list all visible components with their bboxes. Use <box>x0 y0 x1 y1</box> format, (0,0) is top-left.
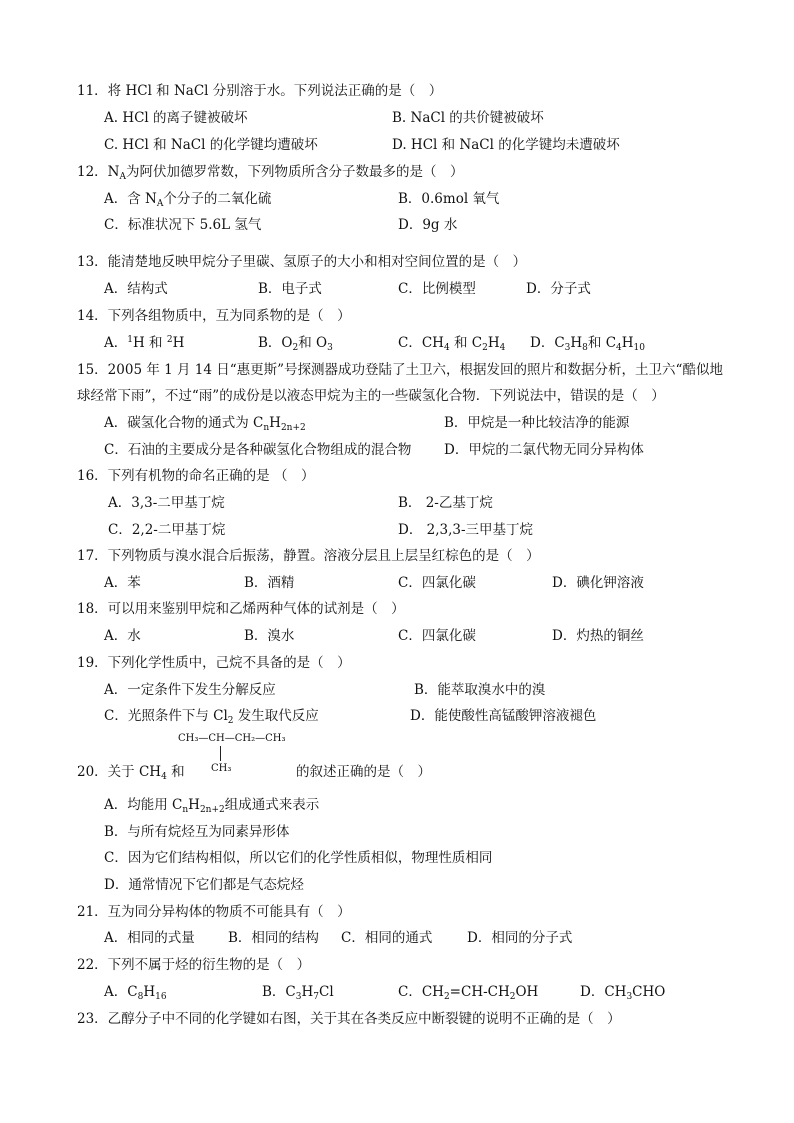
q12-option-d: D．9g 水 <box>398 217 458 233</box>
q17-option-c: C．四氯化碳 <box>398 575 476 591</box>
question-15-stem-line1: 15．2005 年 1 月 14 日“惠更斯”号探测器成功登陆了土卫六，根据发回的照片和数据分析，土卫六“酷似地 <box>77 362 723 378</box>
q14-option-d <box>530 334 645 352</box>
q16-option-a: A．3,3-二甲基丁烷 <box>108 495 225 511</box>
q15-option-a <box>104 414 306 432</box>
question-21-stem: 21．互为同分异构体的物质不可能具有（ ） <box>77 904 351 920</box>
q20-option-c: C．因为它们结构相似，所以它们的化学性质相似，物理性质相同 <box>104 850 493 866</box>
q22-option-d <box>580 983 665 1001</box>
q14-c-mid: 和 C <box>449 335 483 351</box>
q22-b-sub2: 7 <box>313 992 319 1002</box>
q14-d-sub1: 3 <box>564 343 571 353</box>
q22-a-sub1: 8 <box>137 992 144 1002</box>
q21-option-c: C．相同的通式 <box>341 930 433 946</box>
q22-b-pre: B．C <box>262 984 296 1000</box>
q14-b-sub2: 3 <box>327 343 333 353</box>
q22-c-mid: =CH-CH <box>449 984 510 1000</box>
q20-option-a <box>104 796 319 814</box>
q17-option-d: D．碘化钾溶液 <box>552 575 644 591</box>
q14-c-mid2: H <box>487 335 500 351</box>
q19-c-post: 发生取代反应 <box>233 708 319 724</box>
question-22-stem: 22．下列不属于烃的衍生物的是（ ） <box>77 957 311 973</box>
q19-c-pre: C．光照条件下与 Cl <box>104 708 228 724</box>
q15-option-d: D．甲烷的二氯代物无同分异构体 <box>444 442 644 458</box>
q18-option-d: D．灼热的铜丝 <box>552 628 644 644</box>
structural-formula-main-chain: CH₃—CH—CH₂—CH₃ <box>178 733 286 744</box>
q14-c-sub3: 4 <box>499 343 506 353</box>
q22-c-post: OH <box>515 984 539 1000</box>
q14-c-sub1: 4 <box>443 343 450 353</box>
q14-a-label: A． <box>104 335 128 351</box>
q20-option-d: D．通常情况下它们都是气态烷烃 <box>104 877 304 893</box>
q14-a-h1: H 和 <box>132 335 167 351</box>
q20-stem-pre: 20．关于 CH <box>77 764 162 780</box>
q12-option-c: C．标准状况下 5.6L 氢气 <box>104 217 262 233</box>
q11-option-c: C. HCl 和 NaCl 的化学键均遭破坏 <box>104 137 318 153</box>
q18-option-b: B．溴水 <box>244 628 295 644</box>
structural-formula-branch: CH₃ <box>211 763 232 774</box>
question-15-stem-line2: 球经常下雨”，不过“雨”的成份是以液态甲烷为主的一些碳氢化合物．下列说法中，错误的是（ ） <box>77 388 665 404</box>
q14-d-sub4: 10 <box>633 343 645 353</box>
q14-option-b <box>258 334 333 352</box>
q14-a-h2: H <box>172 335 185 351</box>
q18-option-c: C．四氯化碳 <box>398 628 476 644</box>
q19-option-b: B．能萃取溴水中的溴 <box>414 682 546 698</box>
q16-option-c: C．2,2-二甲基丁烷 <box>108 522 226 538</box>
q13-option-a: A．结构式 <box>104 281 168 297</box>
q22-c-sub1: 2 <box>443 992 450 1002</box>
structural-formula-bond <box>220 746 221 761</box>
question-14-stem: 14．下列各组物质中，互为同系物的是（ ） <box>77 308 351 324</box>
q20-option-b: B．与所有烷烃互为同素异形体 <box>104 824 290 840</box>
q14-d-sub2: 8 <box>582 343 588 353</box>
q21-option-a: A．相同的式量 <box>104 930 195 946</box>
question-19-stem: 19．下列化学性质中，己烷不具备的是（ ） <box>77 655 351 671</box>
q14-option-c <box>398 334 505 352</box>
q20-a-pre: A．均能用 C <box>104 797 183 813</box>
q20-a-sub1: n <box>182 805 189 815</box>
q20-a-mid: H <box>188 797 200 813</box>
q22-a-pre: A．C <box>104 984 138 1000</box>
q14-d-mid2: 和 C <box>587 335 617 351</box>
q19-option-a: A．一定条件下发生分解反应 <box>104 682 276 698</box>
q22-c-pre: C．CH <box>398 984 444 1000</box>
q17-option-b: B．酒精 <box>244 575 295 591</box>
q18-option-a: A．水 <box>104 628 141 644</box>
q15-a-sub1: n <box>263 423 270 433</box>
q17-option-a: A．苯 <box>104 575 141 591</box>
q22-c-sub2: 2 <box>509 992 516 1002</box>
q14-d-mid: H <box>570 335 583 351</box>
q22-d-pre: D．CH <box>580 984 627 1000</box>
q14-b-pre: B．O <box>258 335 293 351</box>
structural-formula <box>178 733 308 777</box>
q21-option-b: B．相同的结构 <box>228 930 319 946</box>
q14-c-sub2: 2 <box>482 343 488 353</box>
q12-a-post: 个分子的二氧化硫 <box>163 191 272 207</box>
q22-option-c <box>398 983 538 1001</box>
q12-a-sub: A <box>156 199 164 209</box>
question-18-stem: 18．可以用来鉴别甲烷和乙烯两种气体的试剂是（ ） <box>77 601 405 617</box>
q19-option-c <box>104 707 319 725</box>
q22-b-sub1: 3 <box>295 992 302 1002</box>
q12-option-a <box>104 190 271 208</box>
q15-a-sub2: 2n+2 <box>280 423 306 433</box>
q16-option-d: D． 2,3,3-三甲基丁烷 <box>398 522 534 538</box>
q20-a-sub2: 2n+2 <box>199 805 225 815</box>
q16-option-b: B． 2-乙基丁烷 <box>398 495 493 511</box>
q15-a-mid: H <box>269 415 281 431</box>
q22-b-post: Cl <box>319 984 334 1000</box>
q14-d-pre: D．C <box>530 335 565 351</box>
q12-a-pre: A．含 N <box>104 191 157 207</box>
q12-stem-pre: 12．N <box>77 164 120 180</box>
q12-stem-post: 为阿伏加德罗常数，下列物质所含分子数最多的是（ ） <box>126 164 464 180</box>
q15-option-b: B．甲烷是一种比较洁净的能源 <box>444 415 630 431</box>
q20-a-post: 组成通式来表示 <box>224 797 320 813</box>
question-23-stem: 23．乙醇分子中不同的化学键如右图，关于其在各类反应中断裂键的说明不正确的是（ ） <box>77 1011 621 1027</box>
q22-option-a <box>104 983 167 1001</box>
question-16-stem: 16．下列有机物的命名正确的是 （ ） <box>77 468 315 484</box>
question-12-stem <box>77 163 464 181</box>
q13-option-c: C．比例模型 <box>398 281 476 297</box>
q11-option-b: B. NaCl 的共价键被破坏 <box>392 110 544 126</box>
q22-a-sub2: 16 <box>155 992 167 1002</box>
q14-option-a <box>104 334 184 352</box>
q19-option-d: D．能使酸性高锰酸钾溶液褪色 <box>410 708 597 724</box>
question-20-stem-pre <box>77 763 185 781</box>
q14-d-sub3: 4 <box>616 343 622 353</box>
q21-option-d: D．相同的分子式 <box>467 930 573 946</box>
q13-option-b: B．电子式 <box>258 281 322 297</box>
q22-d-post: CHO <box>632 984 666 1000</box>
q11-option-d: D. HCl 和 NaCl 的化学键均未遭破坏 <box>392 137 620 153</box>
q15-a-pre: A．碳氢化合物的通式为 C <box>104 415 264 431</box>
question-17-stem: 17．下列物质与溴水混合后振荡，静置。溶液分层且上层呈红棕色的是（ ） <box>77 548 540 564</box>
q13-option-d: D．分子式 <box>526 281 591 297</box>
q14-c-pre: C．CH <box>398 335 444 351</box>
q22-option-b <box>262 983 334 1001</box>
q14-a-sup2: 2 <box>166 335 173 345</box>
q14-b-mid: 和 O <box>298 335 328 351</box>
question-13-stem: 13．能清楚地反映甲烷分子里碳、氢原子的大小和相对空间位置的是（ ） <box>77 254 527 270</box>
q12-option-b: B．0.6mol 氧气 <box>398 191 500 207</box>
q22-d-sub1: 3 <box>626 992 633 1002</box>
question-20-stem-post: 的叙述正确的是（ ） <box>296 764 431 780</box>
q20-stem-and: 和 <box>166 764 185 780</box>
question-11-stem: 11．将 HCl 和 NaCl 分别溶于水。下列说法正确的是（ ） <box>77 83 443 99</box>
q14-d-mid3: H <box>621 335 634 351</box>
q14-b-sub1: 2 <box>292 343 299 353</box>
q14-a-sup1: 1 <box>127 335 133 345</box>
q20-stem-sub: 4 <box>161 772 167 782</box>
q22-a-mid: H <box>143 984 156 1000</box>
q12-stem-sub: A <box>119 172 126 182</box>
q15-option-c: C．石油的主要成分是各种碳氢化合物组成的混合物 <box>104 442 412 458</box>
q19-c-sub: 2 <box>227 716 234 726</box>
q22-b-mid: H <box>301 984 314 1000</box>
q11-option-a: A. HCl 的离子键被破坏 <box>104 110 248 126</box>
